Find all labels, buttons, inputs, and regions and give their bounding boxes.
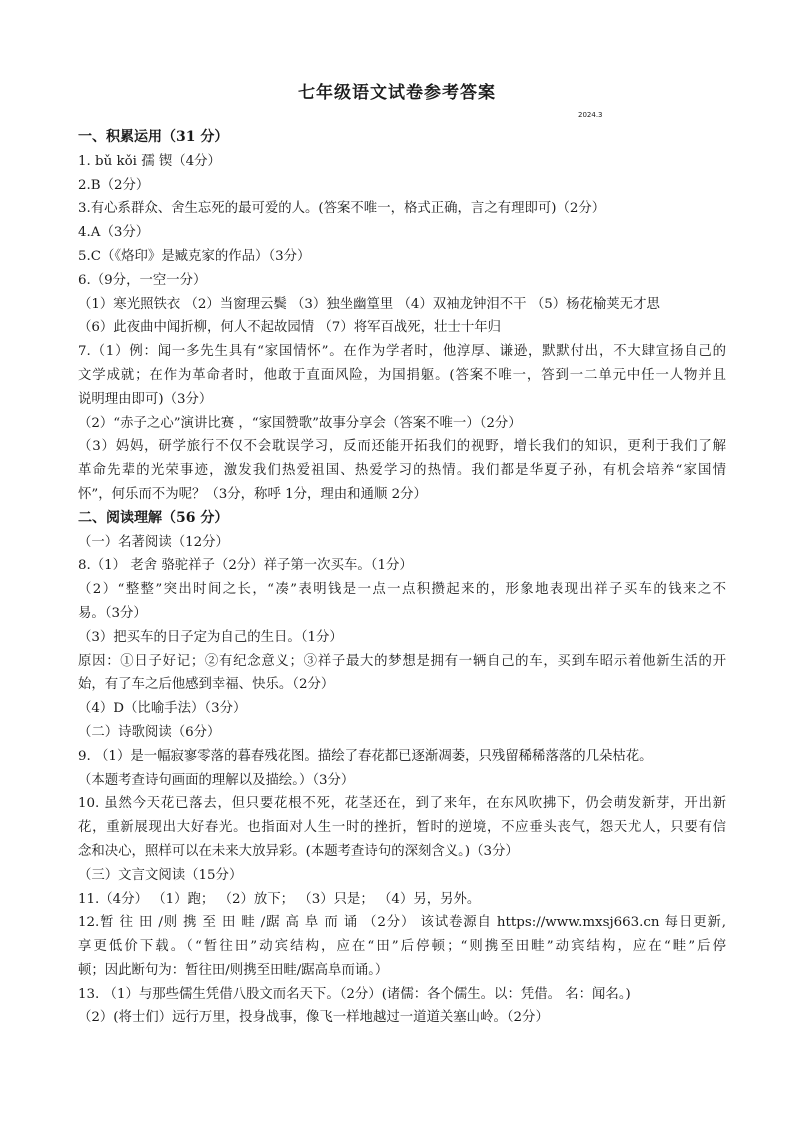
answer-body xyxy=(78,126,726,1030)
answer-line: 7.（1）例：闻一多先生具有“家国情怀”。在作为学者时，他淳厚、谦逊，默默付出，不大肆宣扬自己的 xyxy=(78,344,726,360)
answer-line: 12.暂 往 田 /则 携 至 田 畦 /踞 高 阜 而 诵 （2分） 该试卷源自 https://www.mxsj663.cn 每日更新, xyxy=(78,915,726,931)
answer-line: 文学成就；在作为革命者时，他敢于直面风险，为国捐躯。(答案不唯一，答到一二单元中任一人物并且 xyxy=(78,367,726,383)
answer-line: （三）文言文阅读（15分） xyxy=(78,867,243,883)
answer-line: 4.A（3分） xyxy=(78,225,150,241)
answer-line: 10. 虽然今天花已落去，但只要花根不死，花茎还在，到了来年，在东风吹拂下，仍会萌发新芽，开出新 xyxy=(78,796,726,812)
answer-line: （1）寒光照铁衣 （2）当窗理云鬓 （3）独坐幽篁里 （4）双袖龙钟泪不干 （5）杨花榆荚无才思 xyxy=(78,296,660,312)
answer-line: 8.（1） 老舍 骆驼祥子（2分）祥子第一次买车。（1分） xyxy=(78,558,413,574)
answer-line: （二）诗歌阅读（6分） xyxy=(78,724,221,740)
answer-line: 易。（3分） xyxy=(78,605,147,621)
answer-line: 6.（9分，一空一分） xyxy=(78,272,207,288)
section-heading: 二、阅读理解（56 分） xyxy=(78,509,229,526)
section-heading: 一、积累运用（31 分） xyxy=(78,129,229,145)
answer-line: 怀”，何乐而不为呢？（3分，称呼 1分，理由和通顺 2分） xyxy=(78,486,427,502)
answer-line: 原因：①日子好记；②有纪念意义；③祥子最大的梦想是拥有一辆自己的车，买到车昭示着他新生活的开 xyxy=(78,653,726,669)
answer-line: 顿；因此断句为：暂往田/则携至田畦/踞高阜而诵。） xyxy=(78,962,389,978)
answer-line: 花，重新展现出大好春光。也指面对人生一时的挫折，暂时的逆境，不应垂头丧气，怨天尤人，只要有信 xyxy=(78,820,726,836)
answer-line: （2）“整整”突出时间之长，“凑”表明钱是一点一点积攒起来的，形象地表现出祥子买车的钱来之不 xyxy=(78,582,726,598)
answer-line: （一）名著阅读（12分） xyxy=(78,534,229,550)
answer-line: 13. （1）与那些儒生凭借八股文而名天下。（2分）(诸儒：各个儒生。以：凭借。 名：闻名。) xyxy=(78,986,631,1002)
answer-line: 念和决心，照样可以在未来大放异彩。(本题考查诗句的深刻含义。)（3分） xyxy=(78,843,519,859)
answer-line: 11.（4分） （1）跑； （2）放下； （3）只是； （4）另，另外。 xyxy=(78,891,481,907)
answer-line: 2.B（2分） xyxy=(78,177,150,193)
answer-line: 享更低价下载。（“暂往田”动宾结构，应在“田”后停顿；“则携至田畦”动宾结构，应在“畦”后停 xyxy=(78,939,726,955)
answer-line: 革命先辈的光荣事迹，激发我们热爱祖国、热爱学习的热情。我们都是华夏子孙，有机会培养“家国情 xyxy=(78,463,726,479)
exam-date: 2024.3 xyxy=(578,111,603,119)
answer-line: 9. （1）是一幅寂寥零落的暮春残花图。描绘了春花都已逐渐凋萎，只残留稀稀落落的几朵枯花。 xyxy=(78,748,653,764)
answer-line: （4）D（比喻手法）（3分） xyxy=(78,701,247,717)
answer-line: （3）把买车的日子定为自己的生日。（1分） xyxy=(78,629,343,645)
answer-line: （3）妈妈，研学旅行不仅不会耽误学习，反而还能开拓我们的视野，增长我们的知识，更利于我们了解 xyxy=(78,439,726,455)
page-title: 七年级语文试卷参考答案 xyxy=(298,83,496,103)
answer-line: （2）“赤子之心”演讲比赛 ，“家国赞歌”故事分享会（答案不唯一）（2分） xyxy=(78,415,522,431)
answer-line: （6）此夜曲中闻折柳，何人不起故园情 （7）将军百战死，壮士十年归 xyxy=(78,320,502,336)
answer-line: 始，有了车之后他感到幸福、快乐。（2分） xyxy=(78,677,335,693)
answer-line: 1. bǔ kǒi 孺 锲（4分） xyxy=(78,153,221,169)
answer-line: 3.有心系群众、舍生忘死的最可爱的人。(答案不唯一，格式正确，言之有理即可)（2分） xyxy=(78,201,606,217)
answer-line: （2）(将士们）远行万里，投身战事，像飞一样地越过一道道关塞山岭。（2分） xyxy=(78,1010,549,1026)
answer-line: 说明理由即可)（3分） xyxy=(78,391,213,407)
answer-line: 5.C（《烙印》是臧克家的作品）（3分） xyxy=(78,248,311,264)
answer-line: （本题考查诗句画面的理解以及描绘。）（3分） xyxy=(78,772,355,788)
